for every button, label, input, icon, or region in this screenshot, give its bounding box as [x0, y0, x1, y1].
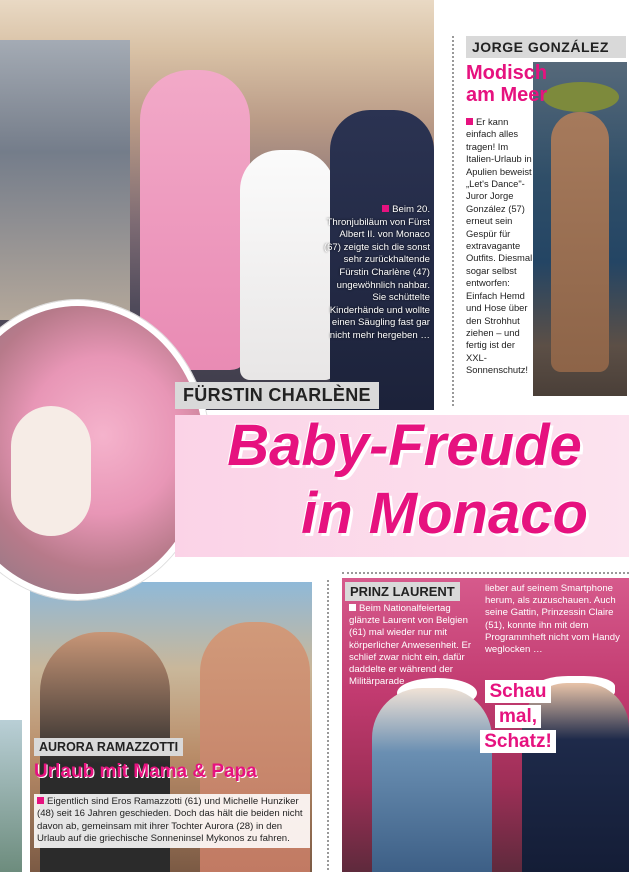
- aurora-body-text: Eigentlich sind Eros Ramazzotti (61) und Michelle Hunziker (48) seit 16 Jahren geschieden. Doch das hält die beiden nicht davon ab, gemeinsam mit ihrer Tochter Aurora (28) in den Urlaub auf die griechische Sonneninsel Mykonos zu fahren.: [37, 796, 303, 845]
- bubble-line2: mal,: [495, 705, 541, 728]
- bubble-line3: Schatz!: [480, 730, 556, 753]
- crowd-shape: [0, 40, 130, 320]
- aurora-section-label: AURORA RAMAZZOTTI: [34, 738, 183, 756]
- princess-figure: [140, 70, 250, 370]
- jorge-title: [466, 62, 556, 106]
- jorge-body: [466, 116, 536, 377]
- jorge-photo: [533, 62, 627, 396]
- aurora-title: Urlaub mit Mama & Papa: [34, 761, 257, 782]
- charlene-section-label: FÜRSTIN CHARLÈNE: [175, 382, 379, 409]
- left-edge-photo: [0, 720, 22, 872]
- main-headline: [180, 412, 629, 548]
- jorge-figure: [551, 112, 609, 372]
- bullet-square: [37, 797, 44, 804]
- bullet-square: [349, 604, 356, 611]
- aurora-body: [34, 794, 310, 848]
- girl-figure: [240, 150, 335, 380]
- bullet-square: [466, 118, 473, 125]
- laurent-col1-text: Beim Nationalfeiertag glänzte Laurent von Belgien (61) mal wieder nur mit körperlicher Anwesenheit. Er schlief zwar nicht ein, dafür daddelte er während der Militärparade: [349, 603, 472, 688]
- baby-figure: [11, 406, 91, 536]
- bullet-square: [382, 205, 389, 212]
- jorge-section-label: JORGE GONZÁLEZ: [466, 36, 626, 58]
- caption-text: Beim 20. Thronjubiläum von Fürst Albert II. von Monaco (67) zeigte sich die sonst sehr zurückhaltende Fürstin Charlène (47) ungewöhnlich nahbar. Sie schüttelte Kinderhände und wollte einen Säugling fast gar nicht mehr hergeben …: [323, 204, 430, 341]
- main-photo-caption: [322, 204, 430, 343]
- jorge-title-line1: Modisch: [466, 62, 548, 84]
- headline-line1: Baby-Freude: [227, 413, 582, 478]
- column-divider-bottom: [327, 580, 329, 870]
- headline-line2: in Monaco: [301, 481, 588, 546]
- column-divider: [452, 36, 454, 406]
- jorge-body-text: Er kann einfach alles tragen! Im Italien-Urlaub in Apulien beweist „Let's Dance"-Juror Jorge González (57) erneut sein Gespür für extravagante Outfits. Diesmal sogar selbst entworfen: Einfach Hemd und Hose über den Strohhut ziehen – und fertig ist der XXL-Sonnenschutz!: [466, 116, 533, 376]
- laurent-section-label: PRINZ LAURENT: [345, 582, 460, 601]
- laurent-body-col2: lieber auf seinem Smartphone herum, als zuzuschauen. Auch seine Gattin, Prinzessin Claire (51), konnte ihn mit dem Programmheft nicht vom Handy weglocken …: [485, 583, 620, 656]
- claire-figure: [372, 688, 492, 872]
- jorge-title-line2: am Meer: [466, 84, 548, 106]
- laurent-body-col1: [349, 603, 481, 688]
- bubble-line1: Schau: [485, 680, 550, 703]
- speech-bubble: [478, 680, 558, 755]
- section-divider: [342, 572, 629, 574]
